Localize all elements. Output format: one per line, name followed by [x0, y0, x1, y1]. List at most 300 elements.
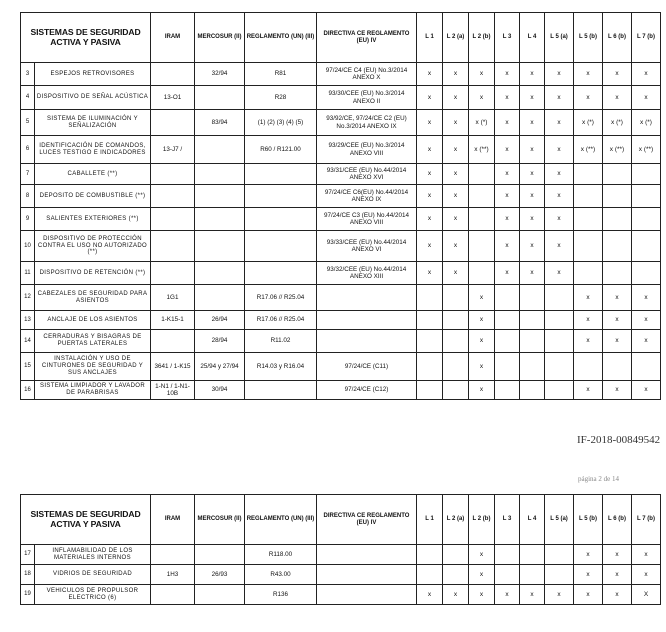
cell-desc: CERRADURAS Y BISAGRAS DE PUERTAS LATERALES [35, 330, 151, 353]
cell-mark: x (*) [632, 110, 661, 136]
cell-mark: x [520, 585, 545, 605]
cell-mark: x [603, 565, 632, 585]
cell-reg [245, 164, 317, 185]
cell-mercosur [195, 86, 245, 110]
cell-mark: x (*) [469, 110, 495, 136]
header-l4: L 4 [520, 495, 545, 545]
header-l4: L 4 [520, 13, 545, 63]
header-l1: L 1 [417, 495, 443, 545]
cell-mark: x [495, 86, 520, 110]
header-l7b: L 7 (b) [632, 13, 661, 63]
cell-reg: R17.06 // R25.04 [245, 311, 317, 330]
header-l2a: L 2 (a) [443, 495, 469, 545]
cell-desc: ESPEJOS RETROVISORES [35, 63, 151, 86]
cell-reg [245, 262, 317, 285]
cell-mark: x [417, 262, 443, 285]
cell-mark: x [520, 63, 545, 86]
cell-desc: SISTEMA DE ILUMINACIÓN Y SEÑALIZACIÓN [35, 110, 151, 136]
cell-mark: x [443, 208, 469, 231]
table-row [21, 110, 661, 136]
cell-reg: R14.03 y R16.04 [245, 353, 317, 381]
cell-dir: 97/24/CE C3 (EU) No.44/2014 ANEXO VIII [317, 208, 417, 231]
cell-iram: 13-O1 [151, 86, 195, 110]
table-row [21, 262, 661, 285]
cell-mark: x (*) [574, 110, 603, 136]
cell-mark [603, 262, 632, 285]
cell-num: 11 [21, 262, 35, 285]
header-l1: L 1 [417, 13, 443, 63]
cell-mark [545, 565, 574, 585]
cell-mark [417, 353, 443, 381]
cell-mark: x [574, 86, 603, 110]
cell-reg: R136 [245, 585, 317, 605]
header-l3: L 3 [495, 13, 520, 63]
cell-num: 6 [21, 136, 35, 164]
header-mercosur: MERCOSUR (II) [195, 13, 245, 63]
header-reglamento: REGLAMENTO (UN) (III) [245, 13, 317, 63]
safety-systems-table-2 [20, 494, 661, 605]
cell-mark [495, 330, 520, 353]
cell-iram [151, 585, 195, 605]
cell-mark: x [545, 262, 574, 285]
cell-mark: x [545, 231, 574, 262]
cell-mark [520, 285, 545, 311]
cell-reg: R118.00 [245, 545, 317, 565]
cell-mark: x [545, 110, 574, 136]
cell-mark [443, 285, 469, 311]
table-row [21, 164, 661, 185]
cell-mark: x [443, 136, 469, 164]
cell-mark: x [417, 164, 443, 185]
cell-mark: x [520, 164, 545, 185]
cell-mark [632, 353, 661, 381]
cell-desc: DEPOSITO DE COMBUSTIBLE (**) [35, 185, 151, 208]
cell-mark: x [469, 311, 495, 330]
cell-mark: x [603, 63, 632, 86]
cell-mark [417, 330, 443, 353]
cell-mark: X [632, 585, 661, 605]
header-l2b: L 2 (b) [469, 495, 495, 545]
cell-desc: INFLAMABILIDAD DE LOS MATERIALES INTERNOS [35, 545, 151, 565]
cell-desc: SISTEMA LIMPIADOR Y LAVADOR DE PARABRISAS [35, 381, 151, 400]
cell-mark [632, 185, 661, 208]
cell-mark: x [545, 136, 574, 164]
cell-desc: INSTALACIÓN Y USO DE CINTURONES DE SEGURIDAD Y SUS ANCLAJES [35, 353, 151, 381]
cell-mark [469, 208, 495, 231]
cell-mark [632, 231, 661, 262]
cell-mark [495, 565, 520, 585]
cell-mercosur [195, 136, 245, 164]
header-l6b: L 6 (b) [603, 495, 632, 545]
header-l5b: L 5 (b) [574, 495, 603, 545]
cell-mark [574, 208, 603, 231]
cell-num: 12 [21, 285, 35, 311]
cell-mercosur [195, 164, 245, 185]
cell-reg: R43.00 [245, 565, 317, 585]
table-row [21, 353, 661, 381]
cell-iram [151, 545, 195, 565]
header-l7b: L 7 (b) [632, 495, 661, 545]
cell-mark [443, 545, 469, 565]
cell-desc: SALIENTES EXTERIORES (**) [35, 208, 151, 231]
cell-mark [443, 330, 469, 353]
cell-mark [632, 208, 661, 231]
cell-mark [443, 353, 469, 381]
table-row [21, 585, 661, 605]
cell-mark [417, 545, 443, 565]
cell-mark [545, 381, 574, 400]
document-id-stamp: IF-2018-00849542 [577, 434, 661, 446]
cell-mark: x [574, 585, 603, 605]
cell-reg: R28 [245, 86, 317, 110]
cell-dir: 97/24/CE (C12) [317, 381, 417, 400]
header-row [21, 13, 661, 63]
cell-mark: x [545, 86, 574, 110]
cell-mark: x (*) [603, 110, 632, 136]
cell-iram [151, 185, 195, 208]
cell-mark: x [574, 545, 603, 565]
cell-mark: x [520, 136, 545, 164]
header-title: SISTEMAS DE SEGURIDAD ACTIVA Y PASIVA [21, 13, 151, 63]
cell-mark [443, 311, 469, 330]
cell-mercosur: 32/94 [195, 63, 245, 86]
cell-mercosur: 30/94 [195, 381, 245, 400]
cell-mark [603, 185, 632, 208]
cell-mark: x [603, 330, 632, 353]
cell-mark [520, 565, 545, 585]
cell-mark: x [417, 585, 443, 605]
cell-mark: x [574, 381, 603, 400]
cell-reg: (1) (2) (3) (4) (5) [245, 110, 317, 136]
cell-mark [417, 565, 443, 585]
header-iram: IRAM [151, 13, 195, 63]
header-iram: IRAM [151, 495, 195, 545]
cell-mercosur: 83/94 [195, 110, 245, 136]
cell-mark: x [469, 86, 495, 110]
cell-iram [151, 262, 195, 285]
header-l5a: L 5 (a) [545, 13, 574, 63]
cell-mark: x [495, 262, 520, 285]
cell-mark: x [545, 208, 574, 231]
cell-mark: x [603, 311, 632, 330]
cell-mark: x [603, 585, 632, 605]
cell-mark: x [632, 86, 661, 110]
cell-dir [317, 285, 417, 311]
cell-mark: x [469, 330, 495, 353]
cell-mark [545, 311, 574, 330]
cell-mark [417, 381, 443, 400]
cell-iram [151, 63, 195, 86]
cell-iram [151, 231, 195, 262]
cell-mercosur [195, 545, 245, 565]
cell-mark: x [545, 585, 574, 605]
cell-dir: 97/24/CE C4 (EU) No.3/2014 ANEXO X [317, 63, 417, 86]
cell-mark: x [469, 353, 495, 381]
cell-iram: 1-N1 / 1-N1-10B [151, 381, 195, 400]
cell-num: 13 [21, 311, 35, 330]
cell-mark: x [469, 565, 495, 585]
cell-mercosur: 28/94 [195, 330, 245, 353]
cell-mark: x [632, 63, 661, 86]
cell-mark: x [443, 585, 469, 605]
cell-desc: DISPOSITIVO DE RETENCIÓN (**) [35, 262, 151, 285]
cell-iram [151, 110, 195, 136]
cell-desc: DISPOSITIVO DE SEÑAL ACÚSTICA [35, 86, 151, 110]
cell-desc: CABEZALES DE SEGURIDAD PARA ASIENTOS [35, 285, 151, 311]
cell-dir: 93/92/CE, 97/24/CE C2 (EU) No.3/2014 ANEXO IX [317, 110, 417, 136]
cell-mark [632, 262, 661, 285]
cell-mark: x [520, 262, 545, 285]
cell-mark: x [417, 110, 443, 136]
cell-mark: x [417, 208, 443, 231]
cell-mark [574, 185, 603, 208]
cell-reg: R60 / R121.00 [245, 136, 317, 164]
table-row [21, 285, 661, 311]
cell-mark [520, 545, 545, 565]
cell-mark: x [520, 86, 545, 110]
cell-mark: x [469, 63, 495, 86]
cell-dir [317, 311, 417, 330]
cell-mercosur: 26/94 [195, 311, 245, 330]
page-number-stamp: página 2 de 14 [578, 475, 620, 483]
cell-dir: 93/33/CEE (EU) No.44/2014 ANEXO VI [317, 231, 417, 262]
cell-mark [574, 231, 603, 262]
cell-mark: x [520, 231, 545, 262]
cell-mercosur [195, 185, 245, 208]
cell-mark [574, 353, 603, 381]
table-row [21, 63, 661, 86]
cell-mark: x [632, 330, 661, 353]
cell-iram: 1-K15-1 [151, 311, 195, 330]
cell-mark: x [469, 585, 495, 605]
cell-reg [245, 185, 317, 208]
cell-num: 19 [21, 585, 35, 605]
table-row [21, 136, 661, 164]
cell-reg: R11.02 [245, 330, 317, 353]
cell-num: 4 [21, 86, 35, 110]
cell-mark: x [495, 136, 520, 164]
cell-dir: 97/24/CE C6(EU) No.44/2014 ANEXO IX [317, 185, 417, 208]
cell-mark: x [443, 110, 469, 136]
header-reglamento: REGLAMENTO (UN) (III) [245, 495, 317, 545]
cell-mark: x [603, 285, 632, 311]
cell-reg [245, 381, 317, 400]
cell-mark: x [495, 110, 520, 136]
table-row [21, 86, 661, 110]
cell-mark: x [495, 208, 520, 231]
cell-mark: x [574, 311, 603, 330]
cell-mark: x [603, 381, 632, 400]
cell-mark [520, 311, 545, 330]
table-row [21, 231, 661, 262]
cell-mercosur [195, 208, 245, 231]
cell-mark [520, 381, 545, 400]
cell-mark [469, 185, 495, 208]
cell-iram: 1H3 [151, 565, 195, 585]
cell-mark [443, 565, 469, 585]
header-row [21, 495, 661, 545]
cell-mark: x [469, 381, 495, 400]
cell-mark: x [520, 208, 545, 231]
cell-mark: x [574, 285, 603, 311]
cell-num: 17 [21, 545, 35, 565]
cell-mark [545, 545, 574, 565]
cell-mark [495, 311, 520, 330]
cell-mark: x (**) [574, 136, 603, 164]
cell-mercosur [195, 585, 245, 605]
cell-mark [574, 164, 603, 185]
cell-mark [632, 164, 661, 185]
cell-mark [545, 285, 574, 311]
header-title: SISTEMAS DE SEGURIDAD ACTIVA Y PASIVA [21, 495, 151, 545]
cell-dir [317, 330, 417, 353]
cell-iram [151, 208, 195, 231]
cell-num: 3 [21, 63, 35, 86]
cell-dir [317, 585, 417, 605]
cell-mark [520, 330, 545, 353]
cell-mark [603, 164, 632, 185]
cell-mark: x [443, 86, 469, 110]
cell-mark [520, 353, 545, 381]
cell-mark: x (**) [469, 136, 495, 164]
cell-desc: VEHICULOS DE PROPULSOR ELECTRICO (6) [35, 585, 151, 605]
cell-num: 7 [21, 164, 35, 185]
header-mercosur: MERCOSUR (II) [195, 495, 245, 545]
cell-mark [545, 330, 574, 353]
cell-mark: x [495, 63, 520, 86]
table-row [21, 311, 661, 330]
cell-iram: 3641 / 1-K15 [151, 353, 195, 381]
cell-mark [603, 208, 632, 231]
cell-mercosur: 26/93 [195, 565, 245, 585]
cell-mark: x [574, 63, 603, 86]
header-l3: L 3 [495, 495, 520, 545]
cell-mark [495, 353, 520, 381]
header-directiva: DIRECTIVA CE REGLAMENTO (EU) IV [317, 495, 417, 545]
table-1-body [21, 63, 661, 400]
cell-num: 9 [21, 208, 35, 231]
cell-mark: x [545, 185, 574, 208]
cell-mark: x [443, 185, 469, 208]
cell-mark [417, 285, 443, 311]
cell-dir [317, 565, 417, 585]
cell-dir: 93/31/CEE (EU) No.44/2014 ANEXO XVI [317, 164, 417, 185]
cell-mark: x (**) [603, 136, 632, 164]
cell-mark: x [632, 565, 661, 585]
cell-mark: x [632, 285, 661, 311]
cell-num: 10 [21, 231, 35, 262]
cell-dir [317, 545, 417, 565]
cell-mark: x [469, 285, 495, 311]
table-row [21, 330, 661, 353]
cell-mark: x [417, 231, 443, 262]
cell-mark: x [443, 231, 469, 262]
cell-mercosur [195, 285, 245, 311]
cell-mark [574, 262, 603, 285]
cell-mark: x [417, 63, 443, 86]
table-row [21, 185, 661, 208]
cell-mercosur [195, 231, 245, 262]
cell-mark: x [520, 185, 545, 208]
cell-desc: IDENTIFICACIÓN DE COMANDOS, LUCES TESTIGO E INDICADORES [35, 136, 151, 164]
cell-dir: 93/30/CEE (EU) No.3/2014 ANEXO II [317, 86, 417, 110]
table-row [21, 381, 661, 400]
header-l2a: L 2 (a) [443, 13, 469, 63]
cell-reg [245, 208, 317, 231]
cell-mark: x [417, 86, 443, 110]
cell-iram [151, 164, 195, 185]
header-l6b: L 6 (b) [603, 13, 632, 63]
cell-desc: ANCLAJE DE LOS ASIENTOS [35, 311, 151, 330]
safety-systems-table-1 [20, 12, 661, 400]
cell-num: 18 [21, 565, 35, 585]
cell-mark [469, 262, 495, 285]
cell-mark: x [545, 164, 574, 185]
table-row [21, 545, 661, 565]
table-row [21, 208, 661, 231]
cell-mark [603, 231, 632, 262]
cell-mark: x [495, 585, 520, 605]
cell-mark: x [495, 185, 520, 208]
cell-mark [495, 545, 520, 565]
cell-mark: x [417, 136, 443, 164]
cell-mark [545, 353, 574, 381]
table-row [21, 565, 661, 585]
header-l5a: L 5 (a) [545, 495, 574, 545]
cell-mark: x [603, 86, 632, 110]
cell-mark: x [632, 545, 661, 565]
cell-iram: 1G1 [151, 285, 195, 311]
cell-dir: 97/24/CE (C11) [317, 353, 417, 381]
cell-mark [603, 353, 632, 381]
cell-reg: R81 [245, 63, 317, 86]
cell-mercosur [195, 262, 245, 285]
cell-mark: x [520, 110, 545, 136]
cell-mark [443, 381, 469, 400]
cell-dir: 93/29/CEE (EU) No.3/2014 ANEXO VIII [317, 136, 417, 164]
cell-mark: x [469, 545, 495, 565]
cell-desc: VIDRIOS DE SEGURIDAD [35, 565, 151, 585]
cell-mercosur: 25/94 y 27/94 [195, 353, 245, 381]
cell-desc: DISPOSITIVO DE PROTECCIÓN CONTRA EL USO NO AUTORIZADO (**) [35, 231, 151, 262]
cell-mark: x (**) [632, 136, 661, 164]
cell-mark: x [632, 381, 661, 400]
cell-mark: x [443, 63, 469, 86]
cell-mark: x [495, 164, 520, 185]
cell-num: 15 [21, 353, 35, 381]
cell-mark: x [443, 262, 469, 285]
cell-mark: x [495, 231, 520, 262]
cell-reg: R17.06 // R25.04 [245, 285, 317, 311]
cell-num: 16 [21, 381, 35, 400]
table-2-body [21, 545, 661, 605]
cell-mark [495, 285, 520, 311]
header-l2b: L 2 (b) [469, 13, 495, 63]
cell-mark: x [574, 565, 603, 585]
cell-mark: x [603, 545, 632, 565]
cell-num: 8 [21, 185, 35, 208]
cell-mark: x [545, 63, 574, 86]
cell-mark [417, 311, 443, 330]
cell-mark [495, 381, 520, 400]
cell-reg [245, 231, 317, 262]
header-l5b: L 5 (b) [574, 13, 603, 63]
cell-mark: x [632, 311, 661, 330]
cell-mark: x [417, 185, 443, 208]
cell-mark: x [574, 330, 603, 353]
cell-mark [469, 231, 495, 262]
cell-mark [469, 164, 495, 185]
